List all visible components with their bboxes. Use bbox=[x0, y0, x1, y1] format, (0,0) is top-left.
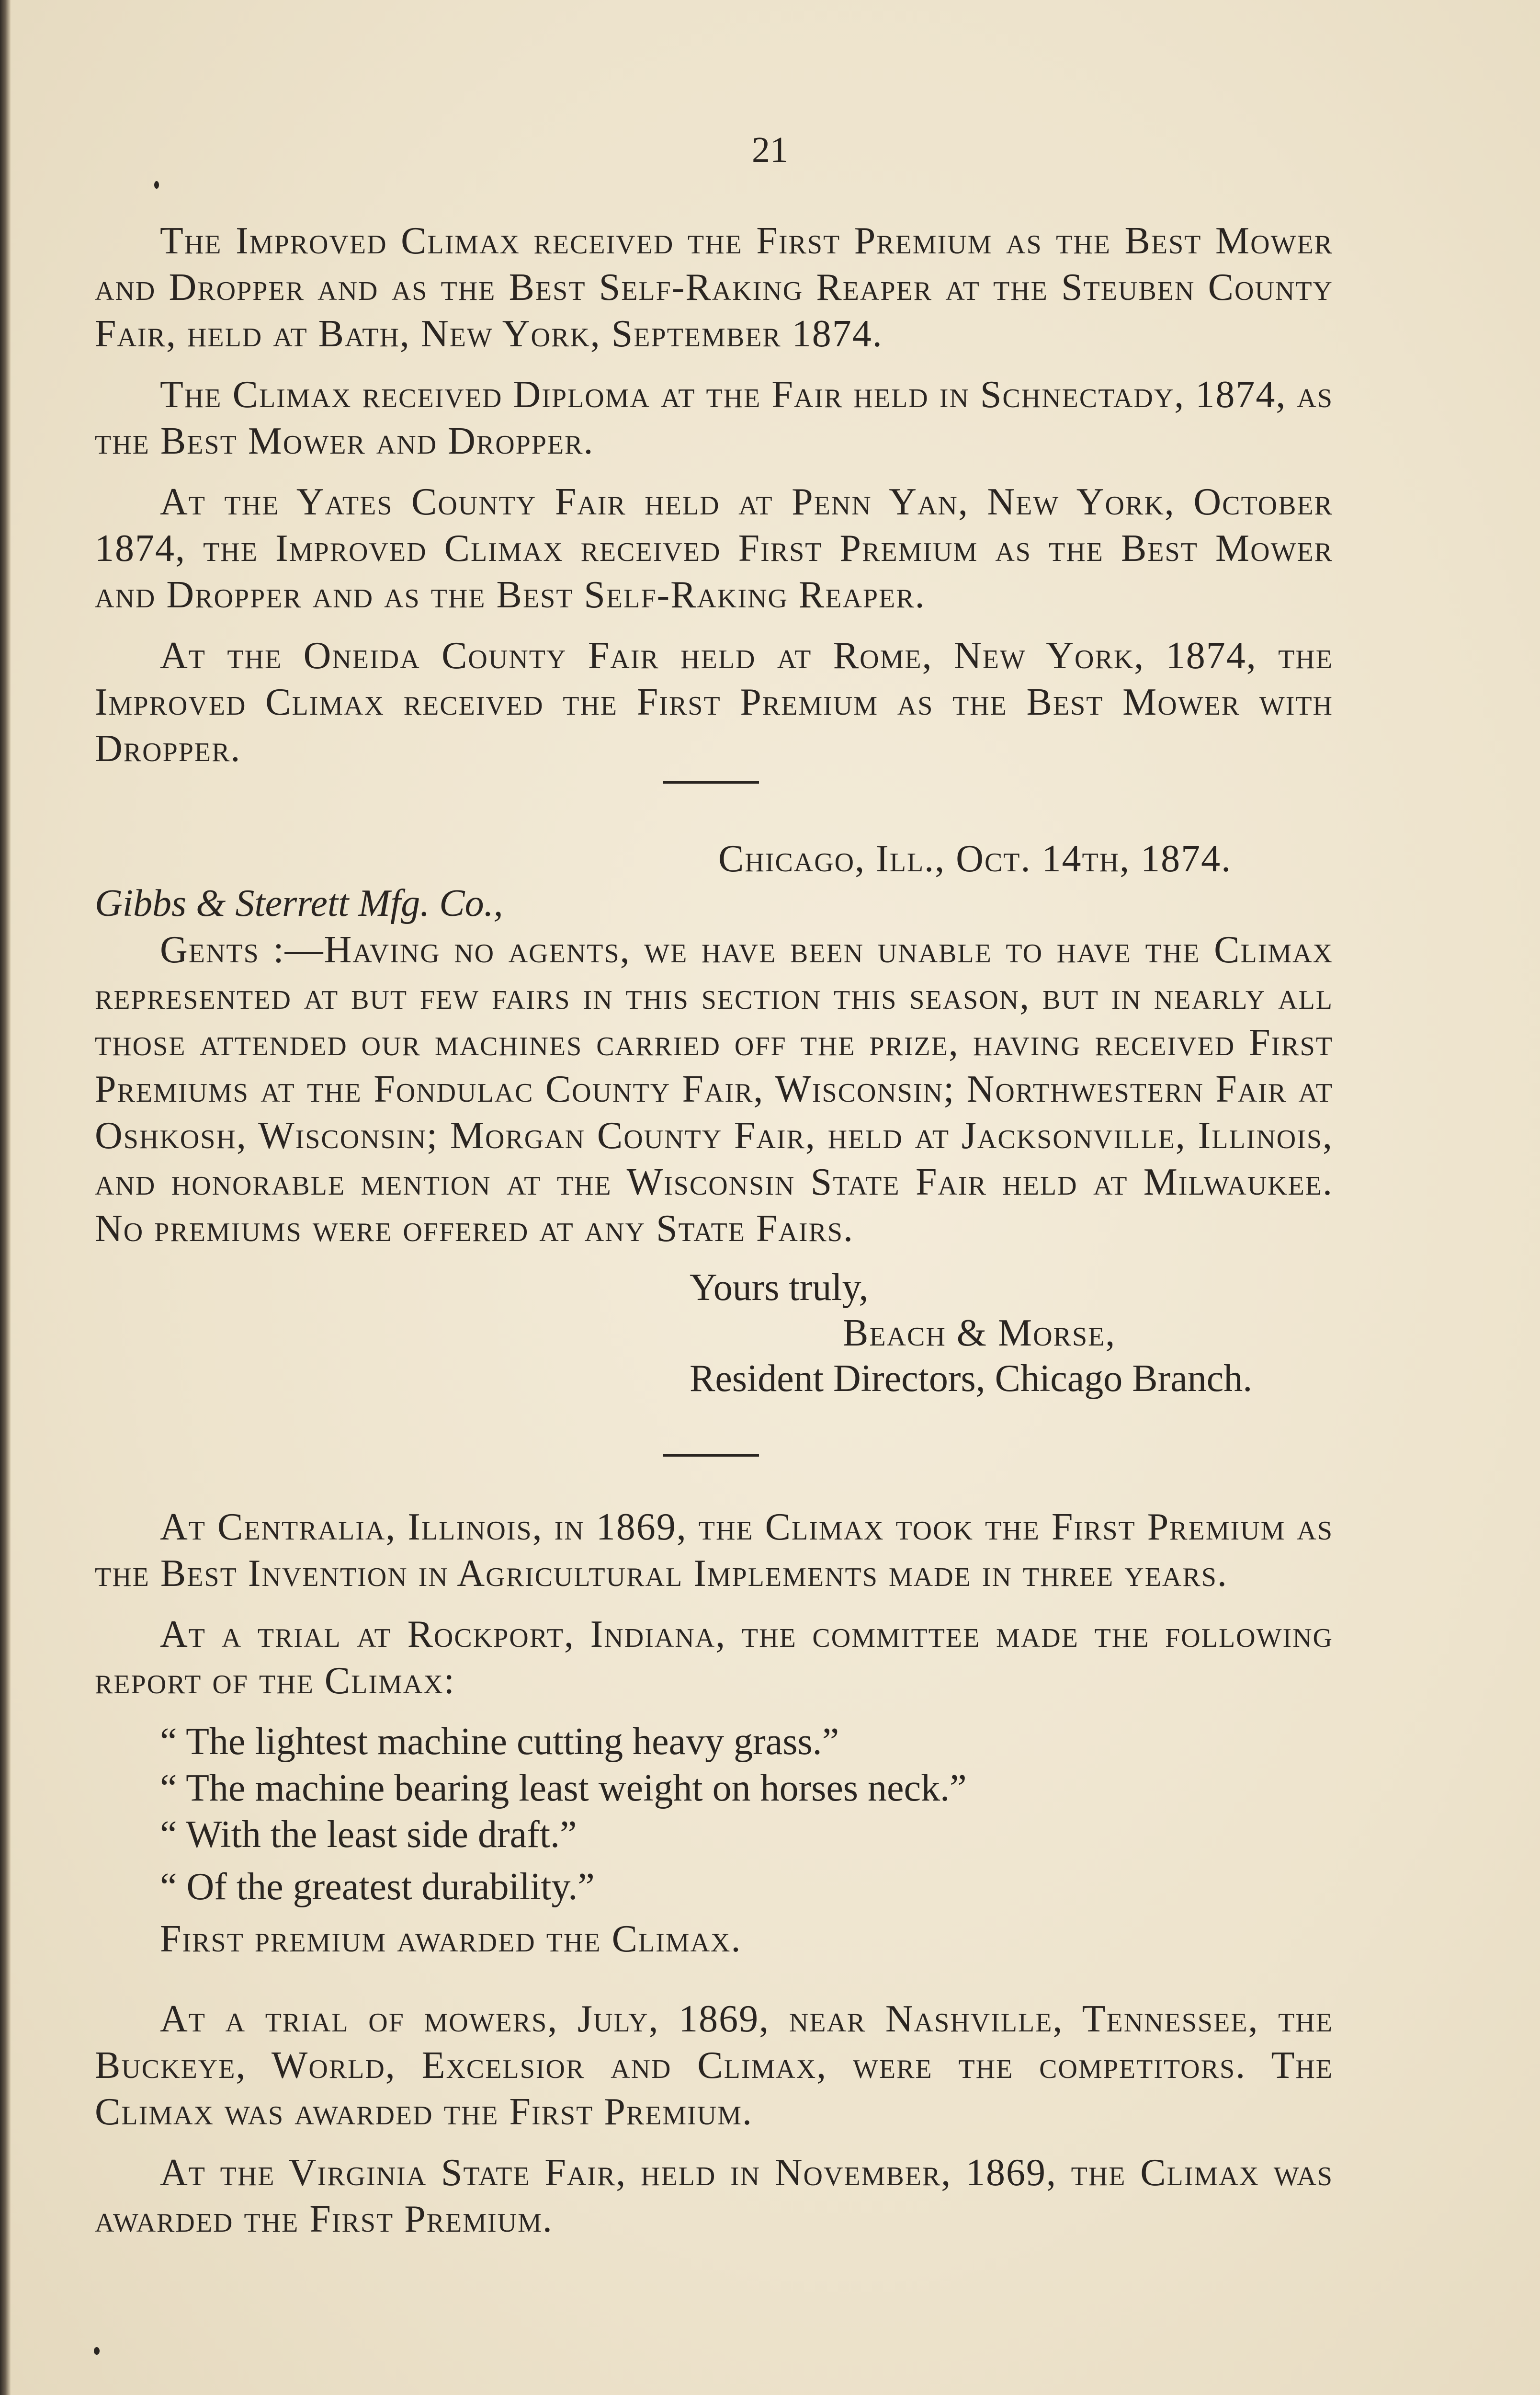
letter-salutation: Gibbs & Sterrett Mfg. Co., bbox=[95, 882, 503, 924]
quote-least-side-draft: “ With the least side draft.” bbox=[160, 1813, 577, 1856]
section-divider-2 bbox=[663, 1454, 759, 1457]
paragraph-oneida-county: At the Oneida County Fair held at Rome, New York, 1874, the Improved Climax received the First Premium as the Best Mower with Dropper. bbox=[95, 635, 1333, 770]
paragraph-yates-county: At the Yates County Fair held at Penn Yan, New York, October 1874, the Improved Climax received First Premium as the Best Mower and Dropper and as the Best Self-Raking Reaper. bbox=[95, 481, 1333, 616]
letter-closing: Yours truly, bbox=[690, 1266, 869, 1309]
letter-signature: Beach & Morse, bbox=[843, 1312, 1116, 1354]
paragraph-rockport-intro: At a trial at Rockport, Indiana, the committee made the following report of the Climax: bbox=[95, 1613, 1333, 1702]
paragraph-schnectady: The Climax received Diploma at the Fair held in Schnectady, 1874, as the Best Mower and Dropper. bbox=[95, 374, 1333, 462]
paragraph-virginia: At the Virginia State Fair, held in November, 1869, the Climax was awarded the First Premium. bbox=[95, 2152, 1333, 2240]
quote-lightest-machine: “ The lightest machine cutting heavy grass.” bbox=[160, 1721, 839, 1763]
section-divider-1 bbox=[663, 781, 759, 784]
ink-speck bbox=[94, 2347, 100, 2355]
paragraph-steuben-county: The Improved Climax received the First Premium as the Best Mower and Dropper and as the Best Self-Raking Reaper at the Steuben County Fair, held at Bath, New York, September 1874. bbox=[95, 220, 1333, 355]
paragraph-nashville: At a trial of mowers, July, 1869, near Nashville, Tennessee, the Buckeye, World, Excelsior and Climax, were the competitors. The Climax was awarded the First Premium. bbox=[95, 1998, 1333, 2133]
quote-least-weight: “ The machine bearing least weight on horses neck.” bbox=[160, 1767, 967, 1809]
letter-signature-title: Resident Directors, Chicago Branch. bbox=[690, 1357, 1253, 1400]
page-binding-edge bbox=[0, 0, 11, 2395]
paragraph-centralia: At Centralia, Illinois, in 1869, the Climax took the First Premium as the Best Invention in Agricultural Implements made in three years. bbox=[95, 1506, 1334, 1595]
awards-section-1874 bbox=[95, 218, 1333, 787]
letter-body-block bbox=[95, 927, 1333, 1266]
letter-dateline: Chicago, Ill., Oct. 14th, 1874. bbox=[718, 838, 1232, 880]
letter-body: Gents :—Having no agents, we have been unable to have the Climax represented at but few fairs in this section this season, but in nearly all those attended our machines carried off the prize, having received First Premiums at the Fondulac County Fair, Wisconsin; Northwestern Fair at Oshkosh, Wisconsin; Morgan County Fair, held at Jacksonville, Illinois, and honorable mention at the Wisconsin State Fair held at Milwaukee. No premiums were offered at any State Fairs. bbox=[95, 929, 1334, 1250]
page-number: 21 bbox=[752, 130, 788, 170]
ink-speck bbox=[154, 181, 159, 189]
paragraph-rockport-result: First premium awarded the Climax. bbox=[160, 1918, 742, 1960]
quote-greatest-durability: “ Of the greatest durability.” bbox=[160, 1866, 595, 1908]
awards-section-1869 bbox=[95, 1504, 1333, 2257]
